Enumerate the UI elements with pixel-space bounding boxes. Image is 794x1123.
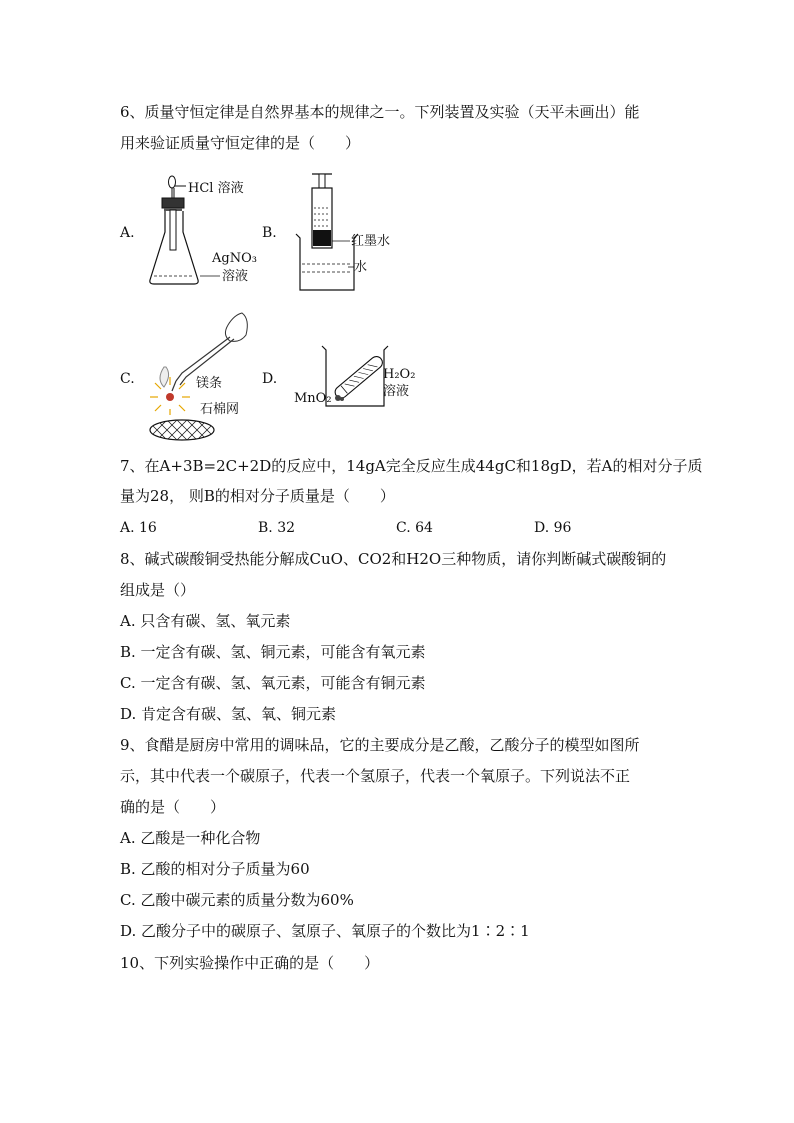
q9-option-a: A. 乙酸是一种化合物 xyxy=(120,829,261,847)
figure-d-label-mno2: MnO₂ xyxy=(294,391,332,406)
q7-option-d: D. 96 xyxy=(534,520,572,536)
figure-c-magnesium-burning xyxy=(142,305,257,445)
figure-a-label-agno3: AgNO₃ xyxy=(212,251,257,266)
figure-d-label-h2o2: H₂O₂ xyxy=(383,367,416,382)
tongs-icon xyxy=(142,305,257,445)
q7-stem-line2: 量为28， 则B的相对分子质量是（ ） xyxy=(120,487,395,505)
figure-c-label-asbestos-net: 石棉网 xyxy=(200,402,240,417)
figure-a-label-hcl: HCl 溶液 xyxy=(188,181,244,196)
q7-option-b: B. 32 xyxy=(258,520,296,536)
q7-option-c: C. 64 xyxy=(396,520,433,536)
q8-stem-line2: 组成是（） xyxy=(120,581,196,599)
q9-option-b: B. 乙酸的相对分子质量为60 xyxy=(120,860,310,878)
q6-option-d: D. xyxy=(262,371,278,387)
q6-option-a: A. xyxy=(120,225,135,241)
q8-option-b: B. 一定含有碳、氢、铜元素，可能含有氧元素 xyxy=(120,643,426,661)
q7-option-a: A. 16 xyxy=(120,520,157,536)
q8-stem-line1: 8、碱式碳酸铜受热能分解成CuO、CO2和H2O三种物质，请你判断碱式碳酸铜的 xyxy=(120,550,667,568)
q6-option-b: B. xyxy=(262,225,277,241)
figure-b-label-red-ink: 红墨水 xyxy=(351,234,391,249)
q8-option-c: C. 一定含有碳、氢、氧元素，可能含有铜元素 xyxy=(120,674,426,692)
q9-stem-line3: 确的是（ ） xyxy=(120,798,226,816)
q10-stem-line1: 10、下列实验操作中正确的是（ ） xyxy=(120,954,380,972)
q9-stem-line2: 示，其中代表一个碳原子，代表一个氢原子，代表一个氧原子。下列说法不正 xyxy=(120,767,631,785)
q6-stem-line1: 6、质量守恒定律是自然界基本的规律之一。下列装置及实验（天平未画出）能 xyxy=(120,103,640,121)
q9-option-d: D. 乙酸分子中的碳原子、氢原子、氧原子的个数比为1∶2∶1 xyxy=(120,922,530,940)
q6-stem-line2: 用来验证质量守恒定律的是（ ） xyxy=(120,134,361,152)
q6-option-c: C. xyxy=(120,371,135,387)
q8-option-d: D. 肯定含有碳、氢、氧、铜元素 xyxy=(120,705,337,723)
q9-stem-line1: 9、食醋是厨房中常用的调味品，它的主要成分是乙酸，乙酸分子的模型如图所 xyxy=(120,736,640,754)
figure-d-label-solution: 溶液 xyxy=(383,384,410,399)
figure-c-label-magnesium: 镁条 xyxy=(196,376,223,391)
q8-option-a: A. 只含有碳、氢、氧元素 xyxy=(120,612,291,630)
q9-option-c: C. 乙酸中碳元素的质量分数为60% xyxy=(120,891,354,909)
figure-b-label-water: 水 xyxy=(354,260,368,275)
q7-stem-line1: 7、在A+3B=2C+2D的反应中，14gA完全反应生成44gC和18gD，若A的相对分子质 xyxy=(120,457,703,475)
figure-a-label-solution: 溶液 xyxy=(222,269,249,284)
